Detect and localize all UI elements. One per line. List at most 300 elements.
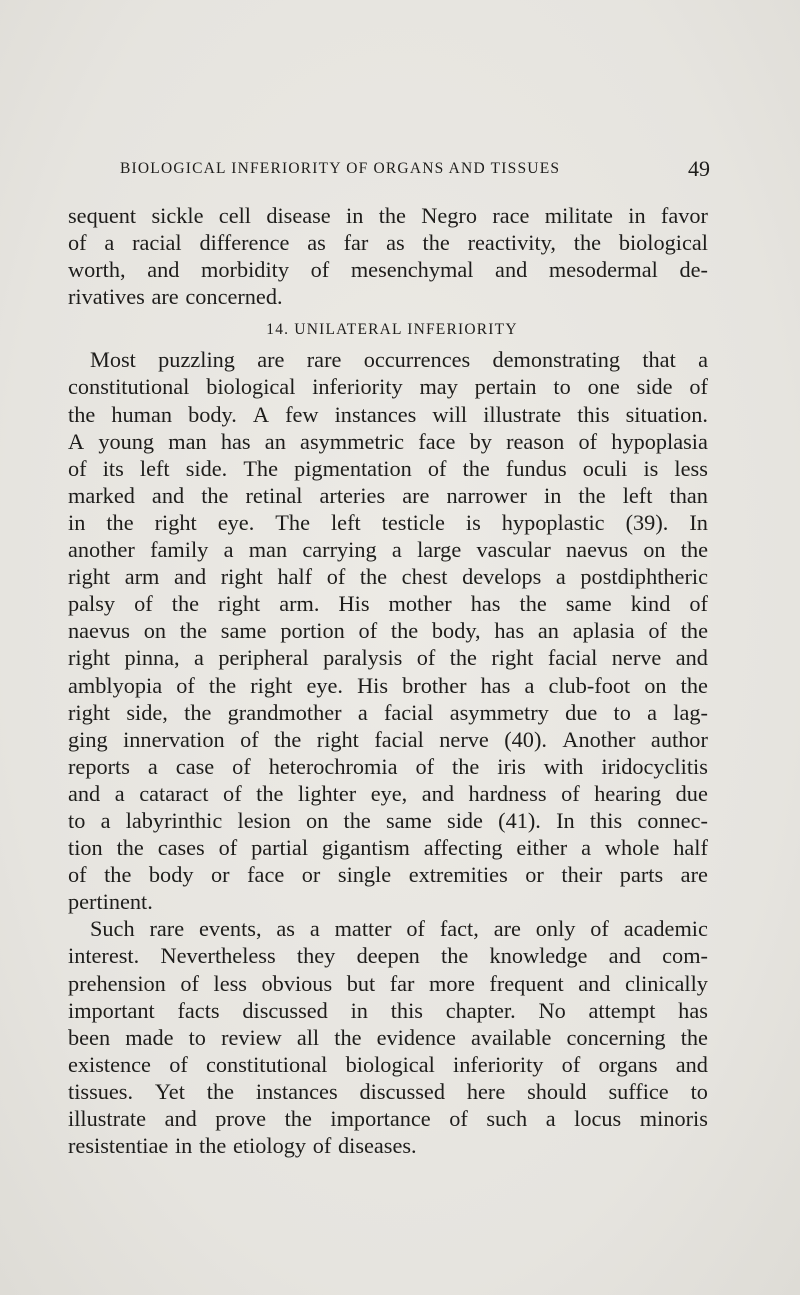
page-number: 49 bbox=[688, 156, 710, 181]
word: such bbox=[486, 1106, 528, 1131]
word: discussed bbox=[242, 997, 328, 1023]
word: on bbox=[644, 672, 667, 698]
word: been bbox=[68, 1024, 111, 1050]
text-line bbox=[68, 699, 708, 726]
word: locus bbox=[574, 1106, 622, 1131]
word: rare bbox=[149, 916, 185, 942]
word: naevus bbox=[566, 537, 628, 563]
word: A bbox=[68, 428, 85, 454]
text-line bbox=[68, 202, 708, 229]
word: of bbox=[326, 564, 346, 590]
word: matter bbox=[334, 916, 392, 942]
word: portion bbox=[280, 618, 345, 644]
word: disease bbox=[266, 203, 331, 228]
word: the bbox=[680, 1024, 708, 1050]
word: palsy bbox=[68, 591, 116, 617]
word: or bbox=[525, 862, 544, 888]
text-line bbox=[68, 780, 708, 807]
text-line bbox=[68, 726, 708, 753]
word: and bbox=[151, 482, 185, 508]
word: right bbox=[250, 672, 293, 698]
word: its bbox=[102, 455, 124, 481]
word: brother bbox=[402, 672, 467, 698]
word: His bbox=[357, 672, 389, 698]
word: face bbox=[418, 428, 456, 454]
word: the bbox=[206, 1078, 235, 1104]
word: Such bbox=[90, 916, 135, 942]
word: this bbox=[390, 997, 423, 1023]
word: in bbox=[68, 509, 86, 535]
word: the bbox=[179, 618, 207, 644]
word: of bbox=[310, 257, 330, 283]
word: here bbox=[466, 1078, 506, 1104]
word: the bbox=[208, 672, 237, 698]
text-line bbox=[68, 861, 708, 888]
word: of bbox=[648, 618, 667, 644]
word: the bbox=[680, 537, 708, 563]
word: as bbox=[386, 230, 405, 256]
word: body bbox=[148, 862, 194, 888]
word: rivatives bbox=[68, 284, 145, 310]
word: to bbox=[690, 1078, 708, 1104]
word: nerve bbox=[611, 645, 662, 671]
word: oculi bbox=[582, 455, 628, 481]
word: biological bbox=[206, 374, 296, 400]
word: by bbox=[469, 428, 492, 454]
word: are bbox=[402, 482, 430, 508]
paragraph-continuation bbox=[68, 202, 708, 310]
word: Most bbox=[90, 347, 136, 373]
word: the bbox=[578, 482, 606, 508]
word: minoris bbox=[639, 1106, 708, 1131]
word: will bbox=[432, 401, 468, 427]
word: and bbox=[578, 970, 611, 996]
word: eye, bbox=[370, 780, 408, 806]
word: a bbox=[391, 537, 402, 563]
word: kind bbox=[630, 591, 671, 617]
word: the bbox=[359, 564, 388, 590]
word: single bbox=[337, 862, 392, 888]
word: the bbox=[680, 618, 708, 644]
word: deepen bbox=[356, 943, 420, 969]
word: com- bbox=[662, 943, 708, 969]
word: left bbox=[330, 509, 361, 535]
word: a bbox=[104, 230, 115, 256]
word: of bbox=[232, 753, 251, 779]
word: situation. bbox=[625, 401, 708, 427]
word: connec- bbox=[637, 807, 708, 833]
word: to bbox=[188, 1024, 206, 1050]
word: are bbox=[151, 284, 179, 310]
word: the bbox=[116, 835, 144, 861]
word: to bbox=[68, 807, 86, 833]
word: due bbox=[675, 780, 708, 806]
word: Nevertheless bbox=[160, 943, 276, 969]
word: author bbox=[650, 726, 708, 752]
text-line bbox=[68, 256, 708, 283]
word: the bbox=[256, 780, 284, 806]
word: instances bbox=[255, 1078, 338, 1104]
text-line bbox=[68, 915, 708, 942]
word: all bbox=[296, 1024, 320, 1050]
word: family bbox=[150, 537, 209, 563]
word: case bbox=[175, 753, 215, 779]
word: and bbox=[173, 564, 207, 590]
text-line bbox=[68, 455, 708, 482]
word: has bbox=[470, 591, 501, 617]
word: the bbox=[680, 672, 708, 698]
word: demonstrating bbox=[492, 347, 621, 373]
word: of bbox=[312, 1133, 332, 1159]
word: with bbox=[543, 753, 584, 779]
word: side bbox=[636, 374, 673, 400]
text-line bbox=[68, 1078, 708, 1105]
word: iris bbox=[497, 753, 526, 779]
word: Yet bbox=[154, 1078, 185, 1104]
word: hypoplastic bbox=[501, 509, 605, 535]
word: body, bbox=[431, 618, 481, 644]
word: inferiority bbox=[453, 1051, 544, 1077]
word: on bbox=[143, 618, 166, 644]
word: paralysis bbox=[323, 645, 403, 671]
word: review bbox=[221, 1024, 282, 1050]
word: only bbox=[535, 916, 576, 942]
paragraph-conclusion bbox=[68, 915, 708, 1159]
word: instances bbox=[334, 401, 417, 427]
word: lag- bbox=[673, 699, 708, 725]
text-line bbox=[68, 536, 708, 563]
word: discussed bbox=[359, 1078, 445, 1104]
word: carrying bbox=[302, 537, 377, 563]
word: importance bbox=[330, 1106, 431, 1131]
word: concerning bbox=[566, 1024, 666, 1050]
word: club-foot bbox=[548, 672, 631, 698]
word: left bbox=[139, 455, 170, 481]
word: organs bbox=[598, 1051, 658, 1077]
word: pigmentation bbox=[294, 455, 412, 481]
word: inferiority bbox=[312, 374, 403, 400]
word: their bbox=[561, 862, 603, 888]
word: vascular bbox=[476, 537, 551, 563]
word: (40). bbox=[504, 726, 547, 752]
word: mesodermal bbox=[548, 257, 658, 283]
word: evidence bbox=[376, 1024, 456, 1050]
word: and bbox=[495, 257, 528, 283]
word: partial bbox=[251, 835, 309, 861]
word: of bbox=[449, 1106, 468, 1131]
word: naevus bbox=[68, 618, 130, 644]
word: (39). bbox=[625, 509, 669, 535]
text-line bbox=[68, 563, 708, 590]
word: diseases. bbox=[337, 1133, 417, 1159]
word: asymmetric bbox=[300, 428, 405, 454]
word: de- bbox=[679, 257, 708, 283]
word: of bbox=[416, 645, 436, 671]
word: reports bbox=[68, 753, 130, 779]
word: His bbox=[338, 591, 370, 617]
word: in bbox=[628, 203, 646, 228]
word: parts bbox=[619, 862, 664, 888]
word: same bbox=[385, 807, 432, 833]
word: than bbox=[669, 482, 708, 508]
word: reactivity, bbox=[467, 230, 556, 256]
word: of bbox=[590, 916, 609, 942]
word: the bbox=[462, 455, 490, 481]
word: whole bbox=[604, 835, 660, 861]
text-line bbox=[68, 753, 708, 780]
text-line bbox=[68, 482, 708, 509]
word: In bbox=[689, 509, 708, 535]
word: the bbox=[422, 230, 450, 256]
word: lesion bbox=[237, 807, 291, 833]
word: right bbox=[154, 509, 197, 535]
word: one bbox=[587, 374, 620, 400]
text-line bbox=[68, 229, 708, 256]
word: amblyopia bbox=[68, 672, 163, 698]
word: as bbox=[307, 230, 326, 256]
text-line bbox=[68, 1051, 708, 1078]
word: due bbox=[565, 699, 598, 725]
word: aplasia bbox=[572, 618, 635, 644]
text-line bbox=[68, 1024, 708, 1051]
word: they bbox=[296, 943, 336, 969]
word: or bbox=[301, 862, 321, 888]
word: illustrate bbox=[483, 401, 562, 427]
word: events, bbox=[198, 916, 262, 942]
word: far bbox=[389, 970, 415, 996]
word: narrower bbox=[446, 482, 527, 508]
word: are bbox=[493, 916, 521, 942]
word: grandmother bbox=[227, 699, 342, 725]
word: in bbox=[350, 997, 368, 1023]
word: of bbox=[561, 1051, 581, 1077]
section-heading: 14. UNILATERAL INFERIORITY bbox=[266, 321, 518, 339]
word: large bbox=[417, 537, 462, 563]
word: prehension bbox=[68, 970, 166, 996]
word: racial bbox=[132, 230, 182, 256]
word: race bbox=[492, 203, 530, 228]
word: develops bbox=[462, 564, 542, 590]
word: right bbox=[68, 645, 111, 671]
word: the bbox=[449, 645, 477, 671]
word: of bbox=[176, 672, 195, 698]
word: of bbox=[561, 780, 580, 806]
word: man bbox=[248, 537, 288, 563]
word: retinal bbox=[245, 482, 303, 508]
word: (41). bbox=[498, 807, 541, 833]
word: of bbox=[578, 428, 598, 454]
word: a bbox=[147, 753, 158, 779]
word: the bbox=[441, 943, 469, 969]
word: to bbox=[553, 374, 571, 400]
word: same bbox=[565, 591, 612, 617]
word: labyrinthic bbox=[125, 807, 223, 833]
word: facial bbox=[383, 699, 434, 725]
word: In bbox=[556, 807, 575, 833]
word: pertain bbox=[474, 374, 537, 400]
text-line bbox=[68, 283, 708, 310]
word: mother bbox=[388, 591, 452, 617]
word: asymmetry bbox=[449, 699, 549, 725]
word: few bbox=[285, 401, 319, 427]
word: the bbox=[378, 203, 406, 228]
word: the bbox=[573, 230, 601, 256]
word: of bbox=[68, 230, 87, 256]
word: academic bbox=[623, 916, 708, 942]
word: marked bbox=[68, 482, 135, 508]
word: the bbox=[184, 699, 212, 725]
text-line bbox=[68, 888, 708, 915]
word: extremities bbox=[408, 862, 508, 888]
word: mesenchymal bbox=[350, 257, 474, 283]
word: obvious bbox=[261, 970, 333, 996]
word: hardness bbox=[468, 780, 547, 806]
word: pertinent. bbox=[68, 889, 153, 915]
word: a bbox=[309, 916, 320, 942]
word: the bbox=[199, 1133, 227, 1159]
word: of bbox=[358, 618, 378, 644]
word: of bbox=[218, 835, 238, 861]
word: the bbox=[519, 591, 547, 617]
word: and bbox=[164, 1106, 197, 1131]
word: are bbox=[680, 862, 708, 888]
word: heterochromia bbox=[268, 753, 398, 779]
word: constitutional bbox=[206, 1051, 328, 1077]
word: postdiphtheric bbox=[580, 564, 708, 590]
word: on bbox=[643, 537, 666, 563]
text-line bbox=[68, 834, 708, 861]
word: chapter. bbox=[445, 997, 516, 1023]
word: reason bbox=[506, 428, 565, 454]
word: existence bbox=[68, 1051, 151, 1077]
word: favor bbox=[660, 203, 708, 228]
word: gigantism bbox=[321, 835, 410, 861]
word: The bbox=[275, 509, 310, 535]
word: a bbox=[524, 672, 535, 698]
word: the bbox=[274, 726, 302, 752]
word: side, bbox=[126, 699, 168, 725]
word: on bbox=[305, 807, 329, 833]
word: arm. bbox=[279, 591, 320, 617]
word: illustrate bbox=[68, 1106, 147, 1131]
word: the bbox=[201, 482, 229, 508]
word: as bbox=[276, 916, 295, 942]
word: of bbox=[223, 780, 242, 806]
word: half bbox=[277, 564, 313, 590]
word: sickle bbox=[151, 203, 204, 228]
word: and bbox=[675, 645, 708, 671]
word: an bbox=[537, 618, 559, 644]
word: far bbox=[343, 230, 369, 256]
word: of bbox=[169, 1051, 188, 1077]
word: sequent bbox=[68, 203, 137, 228]
word: worth, bbox=[68, 257, 126, 283]
text-line bbox=[68, 373, 708, 400]
text-line bbox=[68, 346, 708, 373]
word: face bbox=[247, 862, 285, 888]
word: arm bbox=[124, 564, 160, 590]
word: Another bbox=[562, 726, 636, 752]
word: has bbox=[494, 618, 525, 644]
word: frequent bbox=[489, 970, 564, 996]
word: resistentiae bbox=[68, 1133, 169, 1159]
word: of bbox=[68, 862, 87, 888]
word: is bbox=[643, 455, 659, 481]
text-line bbox=[68, 428, 708, 455]
text-line bbox=[68, 509, 708, 536]
word: of bbox=[134, 591, 153, 617]
word: are bbox=[257, 347, 285, 373]
word: a bbox=[114, 780, 125, 806]
text-line bbox=[68, 644, 708, 671]
word: militate bbox=[544, 203, 613, 228]
word: made bbox=[125, 1024, 174, 1050]
running-title: BIOLOGICAL INFERIORITY OF ORGANS AND TISSUES bbox=[120, 160, 561, 177]
word: a bbox=[223, 537, 234, 563]
body-text bbox=[68, 202, 708, 1159]
word: is bbox=[465, 509, 481, 535]
word: available bbox=[470, 1024, 552, 1050]
word: rare bbox=[306, 347, 342, 373]
word: a bbox=[581, 835, 591, 861]
word: an bbox=[264, 428, 286, 454]
word: young bbox=[98, 428, 155, 454]
word: facts bbox=[177, 997, 220, 1023]
word: eye. bbox=[306, 672, 343, 698]
word: of bbox=[406, 916, 425, 942]
word: has bbox=[678, 997, 708, 1023]
word: facial bbox=[547, 645, 598, 671]
word: a bbox=[647, 699, 658, 725]
word: facial bbox=[374, 726, 424, 752]
paragraph-unilateral-examples bbox=[68, 346, 708, 915]
word: of bbox=[415, 753, 435, 779]
word: less bbox=[674, 455, 708, 481]
word: biological bbox=[618, 230, 708, 256]
word: a bbox=[194, 645, 204, 671]
word: important bbox=[68, 997, 155, 1023]
word: the bbox=[68, 401, 96, 427]
word: knowledge bbox=[489, 943, 588, 969]
word: to bbox=[613, 699, 631, 725]
word: half bbox=[673, 835, 708, 861]
word: a bbox=[698, 347, 708, 373]
word: same bbox=[220, 618, 267, 644]
word: chest bbox=[401, 564, 448, 590]
word: human bbox=[111, 401, 173, 427]
word: a bbox=[555, 564, 566, 590]
word: fundus bbox=[505, 455, 567, 481]
word: occurrences bbox=[363, 347, 471, 373]
word: eye. bbox=[217, 509, 255, 535]
text-line bbox=[68, 590, 708, 617]
word: but bbox=[346, 970, 376, 996]
word: in bbox=[174, 1133, 193, 1159]
word: has bbox=[220, 428, 251, 454]
word: right bbox=[316, 726, 359, 752]
word: cases bbox=[157, 835, 205, 861]
word: suffice bbox=[608, 1078, 669, 1104]
word: right bbox=[218, 591, 261, 617]
word: in bbox=[544, 482, 562, 508]
word: a bbox=[545, 1106, 556, 1131]
word: right bbox=[68, 699, 111, 725]
word: of bbox=[68, 455, 87, 481]
word: man bbox=[168, 428, 207, 454]
word: body. bbox=[188, 401, 237, 427]
word: and bbox=[608, 943, 641, 969]
word: of bbox=[180, 970, 199, 996]
